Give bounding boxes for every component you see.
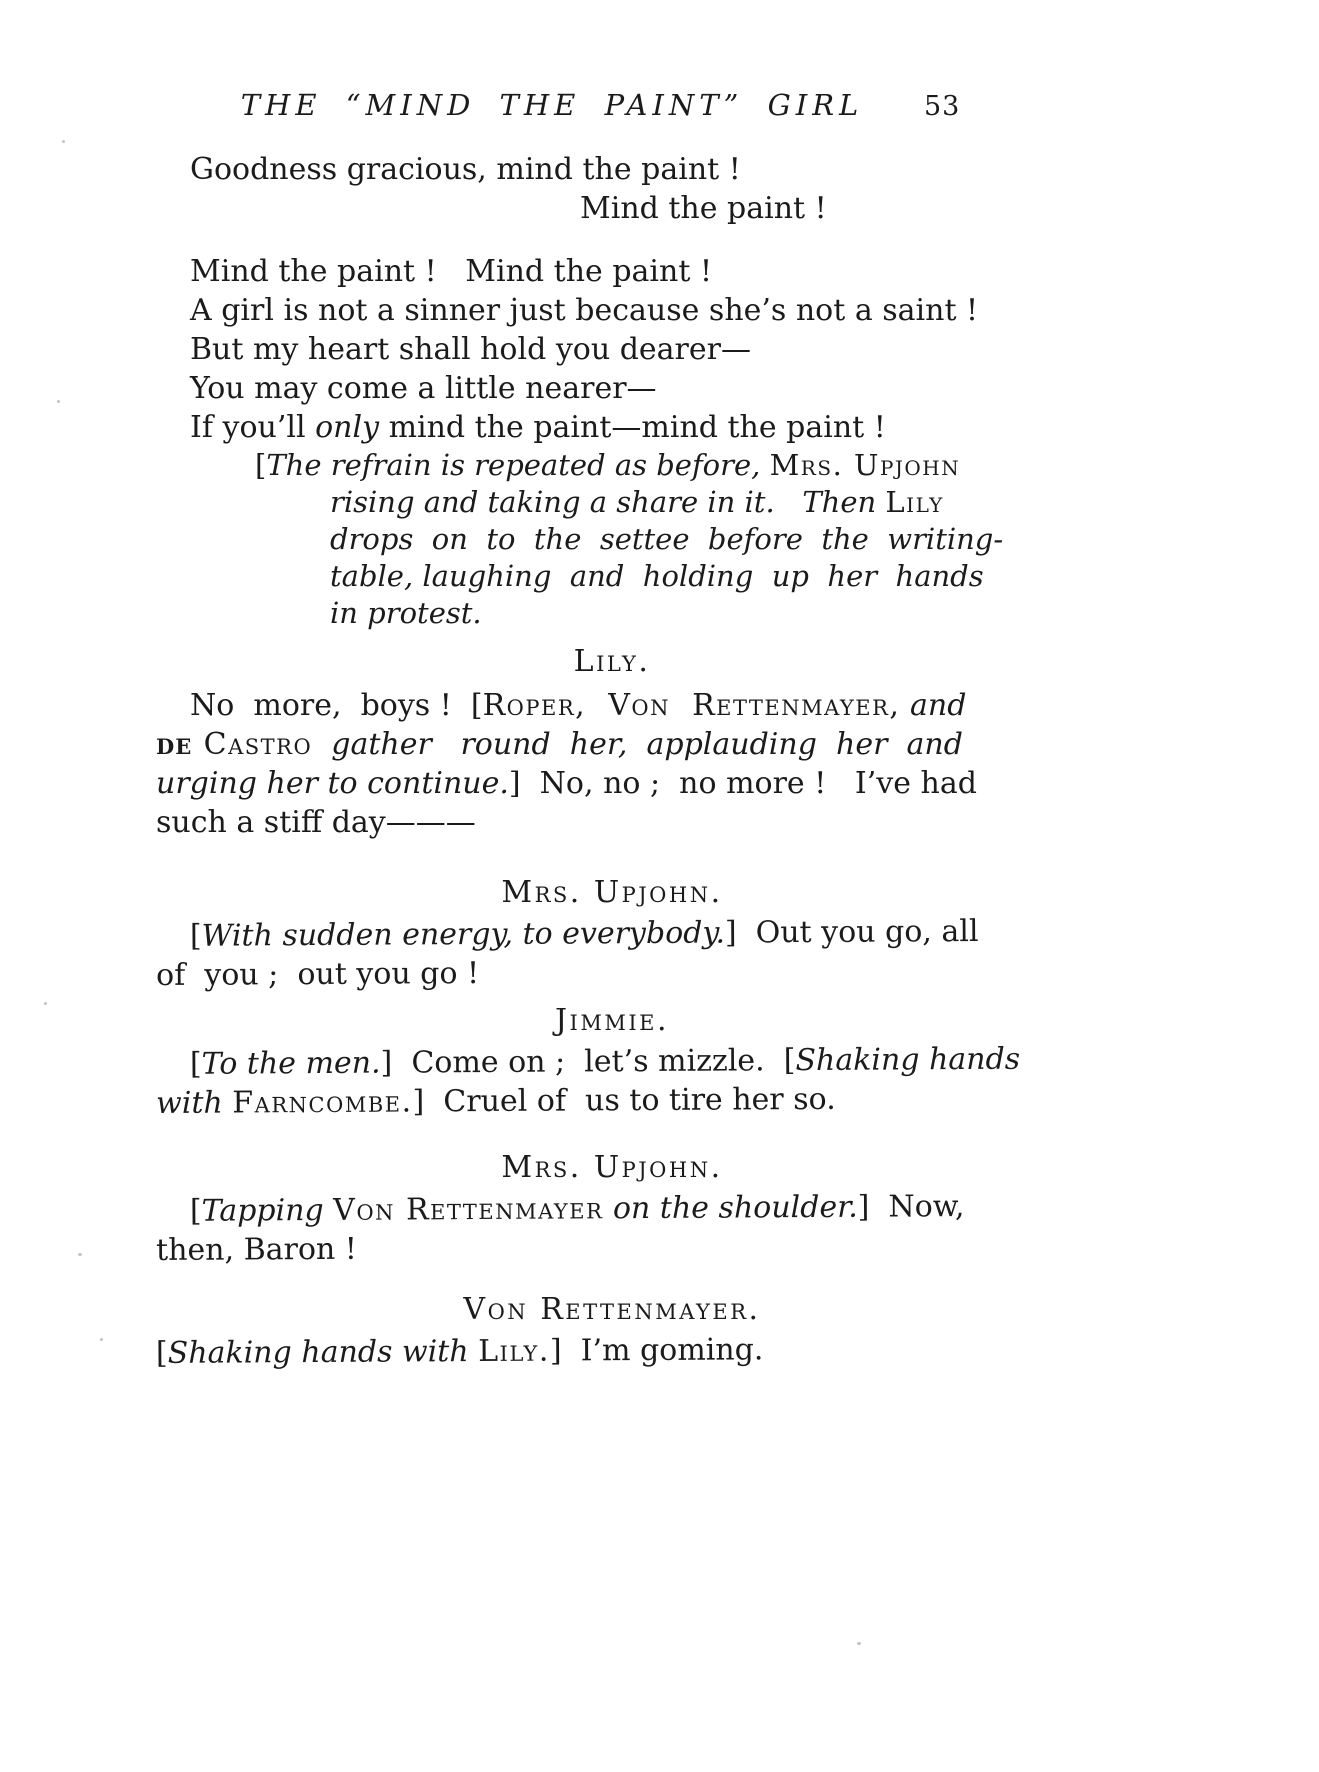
text-line <box>156 1186 1068 1231</box>
text-segment: To the men. <box>201 1045 381 1082</box>
text-line <box>156 330 1068 369</box>
text-segment: with <box>156 1085 233 1121</box>
text-segment: A girl is not a sinner just because she’s not a saint ! <box>190 293 979 328</box>
text-line <box>156 1078 1068 1123</box>
text-line <box>156 408 1068 447</box>
text-line <box>156 1225 1068 1270</box>
character-name: de <box>156 727 204 762</box>
page-body <box>156 150 1068 1373</box>
scan-speck <box>857 1642 861 1645</box>
speaker-heading <box>156 873 1068 912</box>
text-line <box>156 252 1068 291</box>
speaker-label: Mrs. Upjohn. <box>501 1150 723 1185</box>
page-number: 53 <box>924 91 961 122</box>
text-line <box>156 803 1068 842</box>
scan-speck <box>78 1253 82 1256</box>
text-segment: urging her to continue. <box>156 766 509 801</box>
speech-block <box>156 686 1068 842</box>
character-name: Farncombe. <box>232 1084 413 1121</box>
text-line <box>156 725 1068 764</box>
text-segment: then, Baron ! <box>156 1231 358 1268</box>
text-line <box>156 291 1068 330</box>
text-segment: [ <box>255 448 267 482</box>
text-segment: Mind the paint ! <box>580 191 827 226</box>
scan-speck <box>57 400 60 403</box>
text-segment: [ <box>189 1046 202 1082</box>
text-line <box>156 369 1068 408</box>
text-line <box>156 521 1068 558</box>
speaker-label: Von Rettenmayer. <box>463 1292 761 1327</box>
text-segment: ] Out you go, all <box>724 913 979 951</box>
text-segment: ] Now, <box>857 1189 965 1225</box>
book-page <box>156 88 1068 1373</box>
speaker-heading <box>156 642 1068 681</box>
text-segment: Tapping <box>201 1192 334 1229</box>
text-segment: drops on to the settee before the writing- <box>330 522 1004 556</box>
text-line <box>156 950 1068 995</box>
text-segment: You may come a little nearer— <box>190 371 657 406</box>
speaker-label: Lily. <box>573 644 651 679</box>
text-segment: table, laughing and holding up her hands <box>330 559 984 593</box>
text-segment: and <box>900 688 967 723</box>
speech-block <box>156 1186 1068 1270</box>
speech-block <box>156 1328 1068 1373</box>
text-segment: Shaking hands with <box>167 1334 479 1371</box>
text-line <box>156 1328 1068 1373</box>
speaker-heading <box>156 1148 1068 1187</box>
text-segment: mind the paint—mind the paint ! <box>379 410 886 445</box>
text-segment: [ <box>189 918 202 954</box>
scan-speck <box>44 1002 47 1005</box>
character-name: Lily <box>885 485 944 519</box>
running-header <box>156 88 1068 124</box>
stage-block <box>156 447 1068 632</box>
text-segment: [ <box>189 1193 202 1229</box>
text-segment: Goodness gracious, mind the paint ! <box>190 152 741 187</box>
character-name: Von Rettenmayer <box>333 1191 604 1228</box>
character-name: Castro <box>203 727 313 762</box>
text-segment: such a stiff day——— <box>156 805 476 840</box>
text-segment: [ <box>155 1335 168 1371</box>
verse-block <box>156 150 1068 228</box>
speaker-label: Mrs. Upjohn. <box>501 875 723 910</box>
text-line <box>156 558 1068 595</box>
text-segment: gather round her, applauding her and <box>312 727 963 762</box>
verse-block <box>156 252 1068 447</box>
character-name: Mrs. Upjohn <box>769 448 961 482</box>
text-line <box>156 150 1068 189</box>
text-line <box>156 484 1068 521</box>
speaker-heading <box>156 1001 1068 1040</box>
character-name: Roper, Von Rettenmayer, <box>482 688 901 723</box>
text-line <box>156 595 1068 632</box>
text-segment: With sudden energy, to everybody. <box>201 915 726 954</box>
text-segment: If you’ll <box>190 410 316 445</box>
text-segment: in protest. <box>330 596 482 630</box>
text-line <box>156 189 1068 228</box>
speech-block <box>156 911 1068 995</box>
text-segment: ] No, no ; no more ! I’ve had <box>508 766 977 801</box>
text-line <box>156 447 1068 484</box>
text-segment: ] Cruel of us to tire her so. <box>412 1081 836 1120</box>
text-line <box>156 1039 1068 1084</box>
text-segment: of you ; out you go ! <box>156 956 480 993</box>
text-line <box>156 686 1068 725</box>
scan-speck <box>100 1338 103 1341</box>
speaker-heading <box>156 1290 1068 1329</box>
header-title: THE “MIND THE PAINT” GIRL <box>240 88 864 122</box>
text-segment: Shaking hands <box>795 1041 1021 1079</box>
text-segment: ] I’m goming. <box>549 1332 764 1369</box>
text-segment: The refrain is repeated as before, <box>266 448 770 482</box>
text-segment: only <box>315 410 380 445</box>
character-name: Lily. <box>478 1333 550 1370</box>
text-segment: on the shoulder. <box>603 1189 858 1227</box>
text-segment: rising and taking a share in it. Then <box>330 485 886 519</box>
text-segment: Mind the paint ! Mind the paint ! <box>190 254 712 289</box>
scan-speck <box>62 140 65 143</box>
text-line <box>156 911 1068 956</box>
text-segment: No more, boys ! [ <box>190 688 483 723</box>
text-line <box>156 764 1068 803</box>
text-segment: ] Come on ; let’s mizzle. [ <box>380 1043 796 1081</box>
speech-block <box>156 1039 1068 1123</box>
speaker-label: Jimmie. <box>555 1003 669 1038</box>
text-segment: But my heart shall hold you dearer— <box>190 332 751 367</box>
